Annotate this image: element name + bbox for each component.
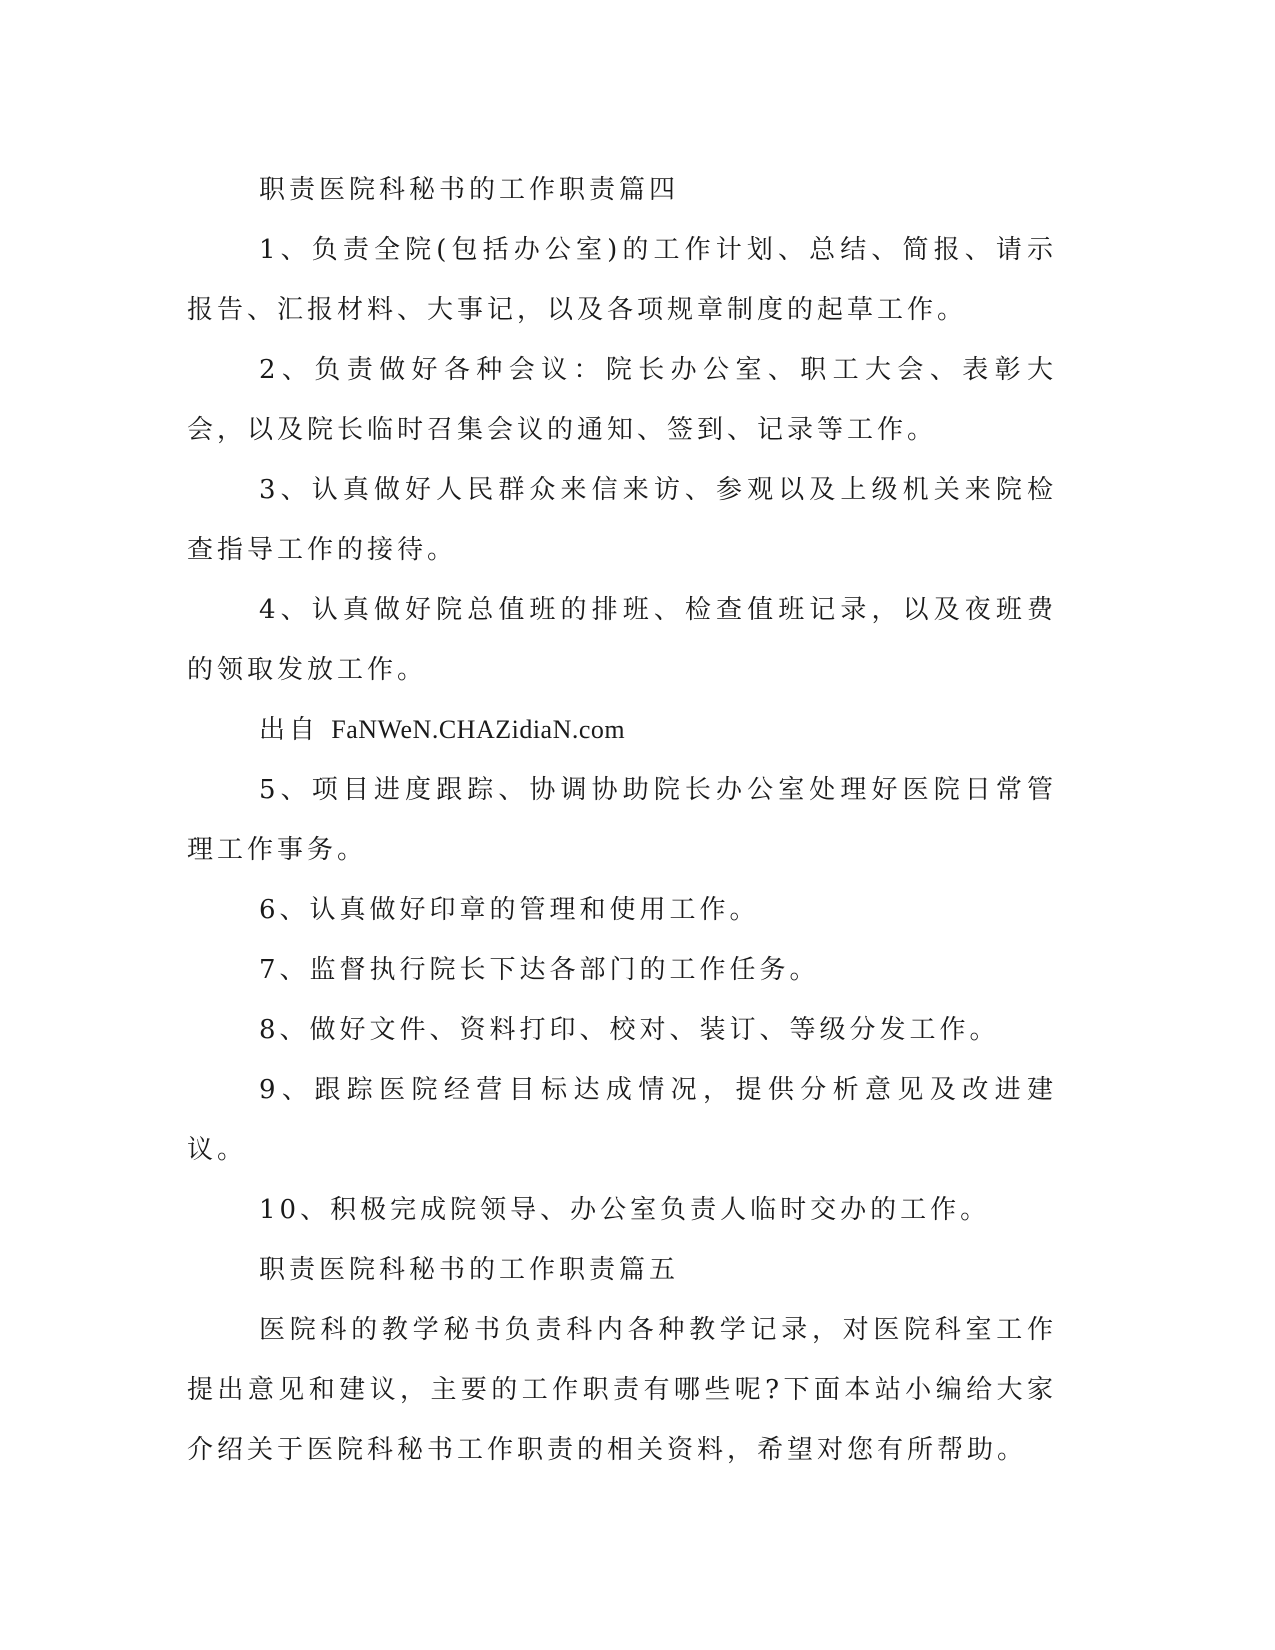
duty-item-7: 7、监督执行院长下达各部门的工作任务。 xyxy=(259,955,820,985)
duty-item-3: 3、认真做好人民群众来信来访、参观以及上级机关来院检查指导工作的接待。 xyxy=(187,475,1057,565)
section-heading-4: 职责医院科秘书的工作职责篇四 xyxy=(259,175,680,205)
duty-item-10: 10、积极完成院领导、办公室负责人临时交办的工作。 xyxy=(259,1195,991,1225)
intro-paragraph: 医院科的教学秘书负责科内各种教学记录，对医院科室工作提出意见和建议，主要的工作职责有哪些呢?下面本站小编给大家介绍关于医院科秘书工作职责的相关资料，希望对您有所帮助。 xyxy=(187,1315,1057,1465)
duty-item-5: 5、项目进度跟踪、协调协助院长办公室处理好医院日常管理工作事务。 xyxy=(187,775,1057,865)
section-heading-5: 职责医院科秘书的工作职责篇五 xyxy=(259,1255,680,1285)
source-prefix: 出自 xyxy=(259,715,320,745)
source-url: FaNWeN.CHAZidiaN.com xyxy=(331,715,626,744)
duty-item-1: 1、负责全院(包括办公室)的工作计划、总结、简报、请示报告、汇报材料、大事记，以及各项规章制度的起草工作。 xyxy=(187,235,1057,325)
duty-item-9: 9、跟踪医院经营目标达成情况，提供分析意见及改进建议。 xyxy=(187,1075,1057,1165)
duty-item-6: 6、认真做好印章的管理和使用工作。 xyxy=(259,895,760,925)
source-line xyxy=(187,700,1057,760)
duty-item-2: 2、负责做好各种会议：院长办公室、职工大会、表彰大会，以及院长临时召集会议的通知、签到、记录等工作。 xyxy=(187,355,1057,445)
document-body xyxy=(187,160,1057,1480)
duty-item-4: 4、认真做好院总值班的排班、检查值班记录，以及夜班费的领取发放工作。 xyxy=(187,595,1057,685)
duty-item-8: 8、做好文件、资料打印、校对、装订、等级分发工作。 xyxy=(259,1015,1000,1045)
